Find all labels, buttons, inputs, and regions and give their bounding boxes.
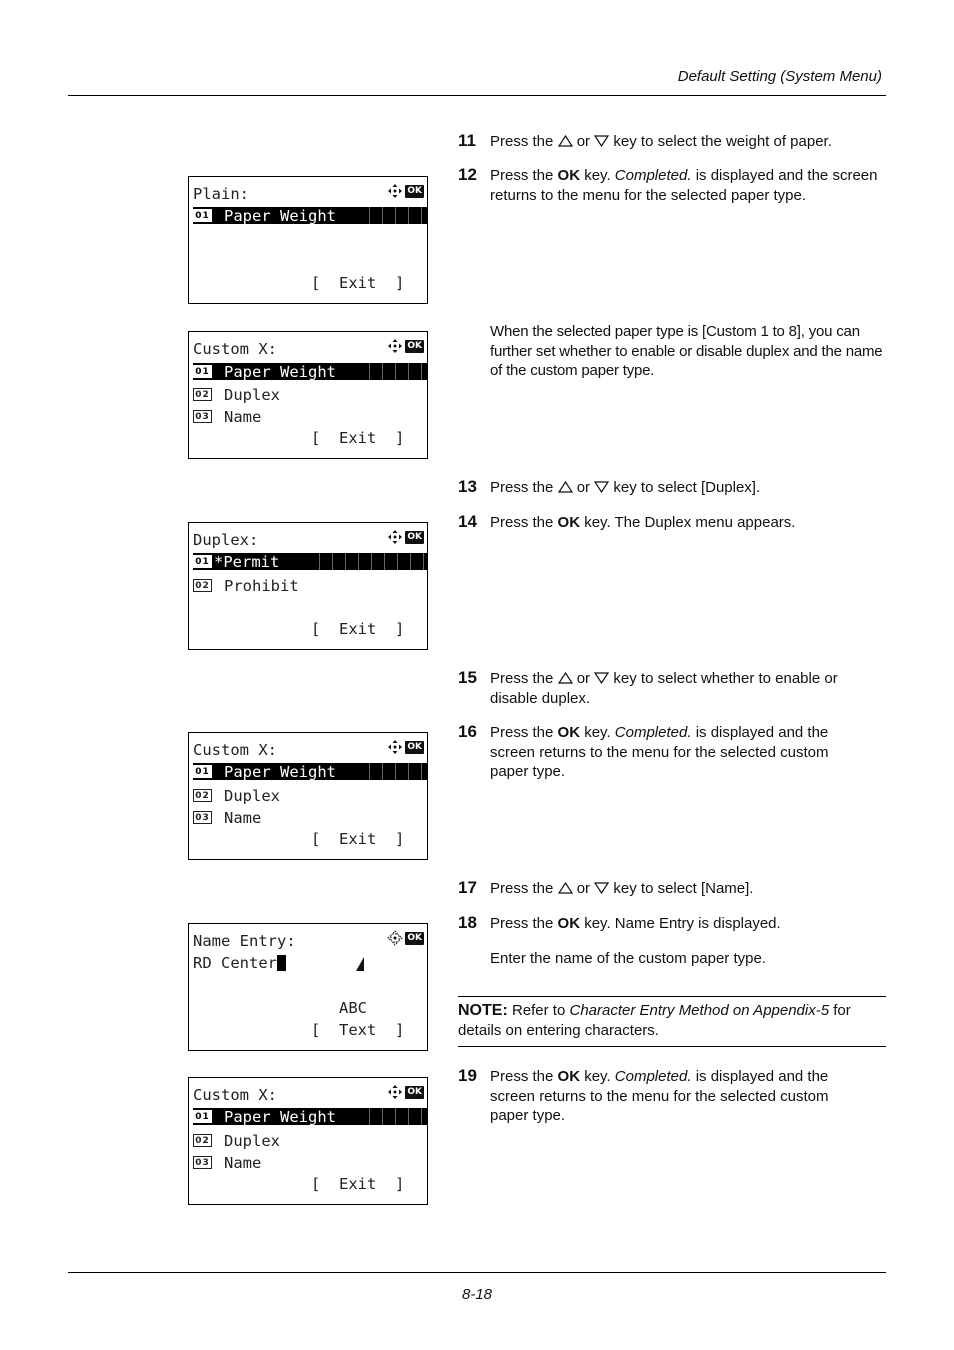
down-key-icon [594,135,609,147]
page-number: 8-18 [461,1286,493,1303]
lcd-panel-custom-x [188,732,428,860]
menu-item-paper-weight[interactable]: 01 Paper Weight [193,1108,427,1125]
exit-softkey[interactable]: [ Exit ] [311,830,405,848]
step-16: 16 Press the OK key. Completed. is displayed and the screen returns to the menu for the selected custom paper type. [458,722,829,780]
custom-paper-paragraph: When the selected paper type is [Custom 1 to 8], you can further set whether to enable or disable duplex and the name of the custom paper type. [490,323,883,379]
lcd-panel-name-entry [188,923,428,1051]
up-key-icon [558,672,573,684]
menu-item-duplex[interactable]: 02 Duplex [193,787,427,804]
up-key-icon [558,135,573,147]
text-cursor [277,955,286,971]
step-19: 19 Press the OK key. Completed. is displayed and the screen returns to the menu for the selected custom paper type. [458,1066,829,1124]
step-18: 18 Press the OK key. Name Entry is displayed. [458,913,781,932]
panel-title: Duplex: [193,531,259,549]
menu-item-duplex[interactable]: 02 Duplex [193,386,427,403]
exit-softkey[interactable]: [ Exit ] [311,274,405,292]
up-key-icon [558,882,573,894]
text-softkey[interactable]: [ Text ] [311,1021,405,1039]
down-key-icon [594,882,609,894]
exit-softkey[interactable]: [ Exit ] [311,620,405,638]
enter-name-paragraph: Enter the name of the custom paper type. [490,950,766,967]
menu-item-name[interactable]: 03 Name [193,809,427,826]
down-key-icon [594,672,609,684]
input-mode-label: ABC [339,999,367,1017]
menu-item-name[interactable]: 03 Name [193,1154,427,1171]
step-17: 17 Press the or key to select [Name]. [458,878,754,897]
exit-softkey[interactable]: [ Exit ] [311,429,405,447]
lcd-panel-custom-x [188,1077,428,1205]
nav-ok-icon: OK [387,1084,424,1100]
menu-item-paper-weight[interactable]: 01 Paper Weight [193,763,427,780]
panel-title: Custom X: [193,1086,277,1104]
note-rule-top [458,996,886,997]
name-entry-field[interactable]: RD Center [193,954,427,971]
menu-item-permit[interactable]: 01 *Permit [193,553,427,570]
nav-ok-icon: OK [387,529,424,545]
nav-ok-icon: OK [387,183,424,199]
nav-ok-icon: OK [387,739,424,755]
footer-rule [68,1272,886,1273]
note-box: NOTE: Refer to Character Entry Method on Appendix-5 for details on entering characters. [458,1002,851,1039]
panel-title: Custom X: [193,741,277,759]
exit-softkey[interactable]: [ Exit ] [311,1175,405,1193]
lcd-panel-plain [188,176,428,304]
lcd-panel-duplex [188,522,428,650]
up-key-icon [558,481,573,493]
menu-item-name[interactable]: 03 Name [193,408,427,425]
down-key-icon [594,481,609,493]
panel-title: Custom X: [193,340,277,358]
step-14: 14 Press the OK key. The Duplex menu appears. [458,512,796,531]
menu-item-paper-weight[interactable]: 01 Paper Weight [193,207,427,224]
panel-title: Plain: [193,185,249,203]
menu-item-paper-weight[interactable]: 01 Paper Weight [193,363,427,380]
note-rule-bottom [458,1046,886,1047]
step-11: 11 Press the or key to select the weight of paper. [458,131,832,150]
lcd-panel-custom-x [188,331,428,459]
nav-ok-icon: OK [387,338,424,354]
step-13: 13 Press the or key to select [Duplex]. [458,477,761,496]
header-title: Default Setting (System Menu) [677,68,882,85]
menu-item-prohibit[interactable]: 02 Prohibit [193,577,427,594]
nav-ok-icon: OK [387,930,424,946]
menu-item-duplex[interactable]: 02 Duplex [193,1132,427,1149]
step-12: 12 Press the OK key. Completed. is displayed and the screen returns to the menu for the selected paper type. [458,165,878,204]
panel-title: Name Entry: [193,932,296,950]
step-15: 15 Press the or key to select whether to enable or disable duplex. [458,668,838,707]
scroll-indicator-icon [355,957,365,971]
header-rule [68,95,886,96]
